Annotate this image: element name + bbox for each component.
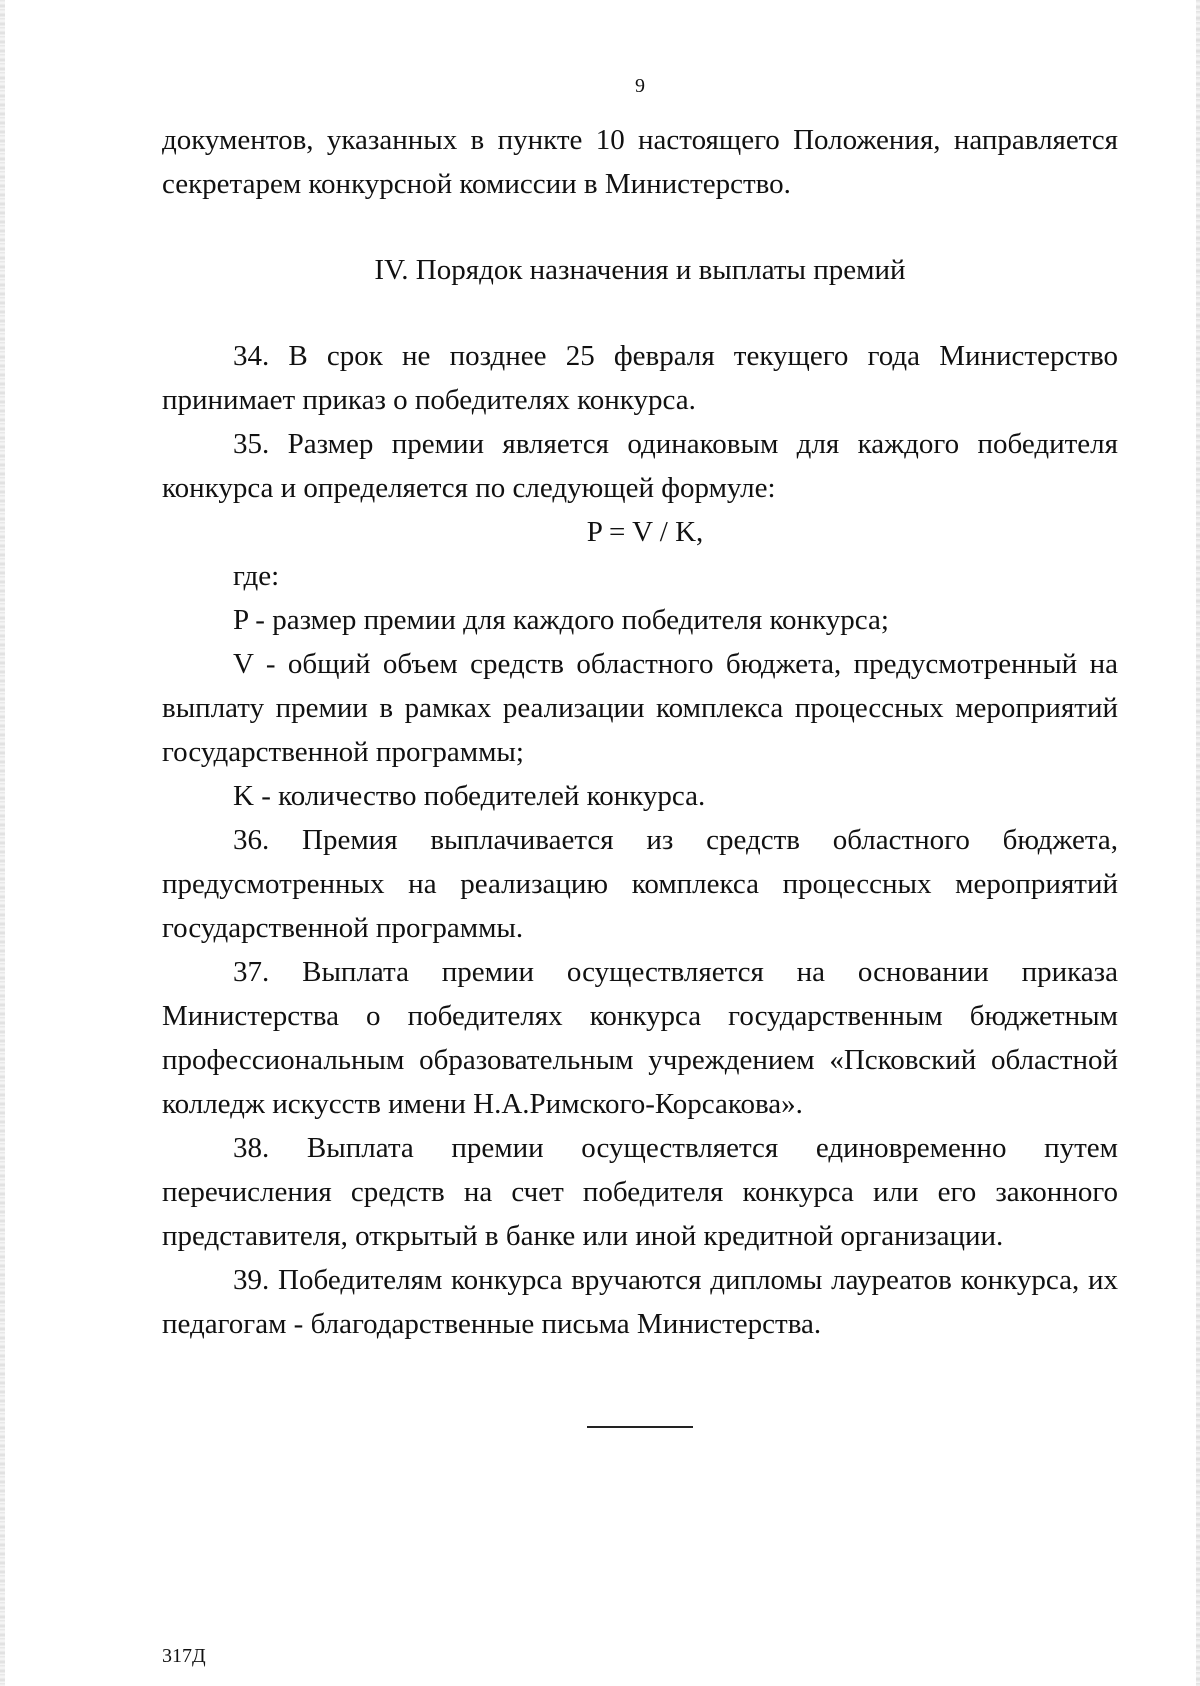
page-number: 9 (635, 75, 645, 97)
paragraph-34: 34. В срок не позднее 25 февраля текущего года Министерство принимает приказ о победителях конкурса. (162, 340, 1118, 416)
paragraph-38: 38. Выплата премии осуществляется единовременно путем перечисления средств на счет победителя конкурса или его законного представителя, открытый в банке или иной кредитной организации. (162, 1132, 1118, 1252)
formula: P = V / K, (586, 516, 704, 548)
paragraph-37: 37. Выплата премии осуществляется на основании приказа Министерства о победителях конкурса государственным бюджетным профессиональным образовательным учреждением «Псковский областной колледж искусств имени Н.А.Римского-Корсакова». (162, 956, 1118, 1120)
scan-edge-left (0, 0, 5, 1686)
definition-k: K - количество победителей конкурса. (233, 780, 706, 812)
end-divider (587, 1426, 693, 1428)
section-heading: IV. Порядок назначения и выплаты премий (374, 254, 906, 286)
document-body (162, 118, 1118, 1346)
paragraph-36: 36. Премия выплачивается из средств областного бюджета, предусмотренных на реализацию комплекса процессных мероприятий государственной программы. (162, 824, 1118, 944)
scan-edge-right (1196, 0, 1200, 1686)
paragraph-where: где: (233, 560, 280, 592)
definition-p: P - размер премии для каждого победителя конкурса; (233, 604, 889, 636)
paragraph-35: 35. Размер премии является одинаковым для каждого победителя конкурса и определяется по следующей формуле: (162, 428, 1118, 504)
footer-code: 317Д (162, 1645, 206, 1667)
paragraph-39: 39. Победителям конкурса вручаются дипломы лауреатов конкурса, их педагогам - благодарственные письма Министерства. (162, 1264, 1118, 1340)
paragraph-continuation: документов, указанных в пункте 10 настоящего Положения, направляется секретарем конкурсной комиссии в Министерство. (162, 124, 1118, 200)
definition-v: V - общий объем средств областного бюджета, предусмотренный на выплату премии в рамках реализации комплекса процессных мероприятий государственной программы; (162, 648, 1118, 768)
